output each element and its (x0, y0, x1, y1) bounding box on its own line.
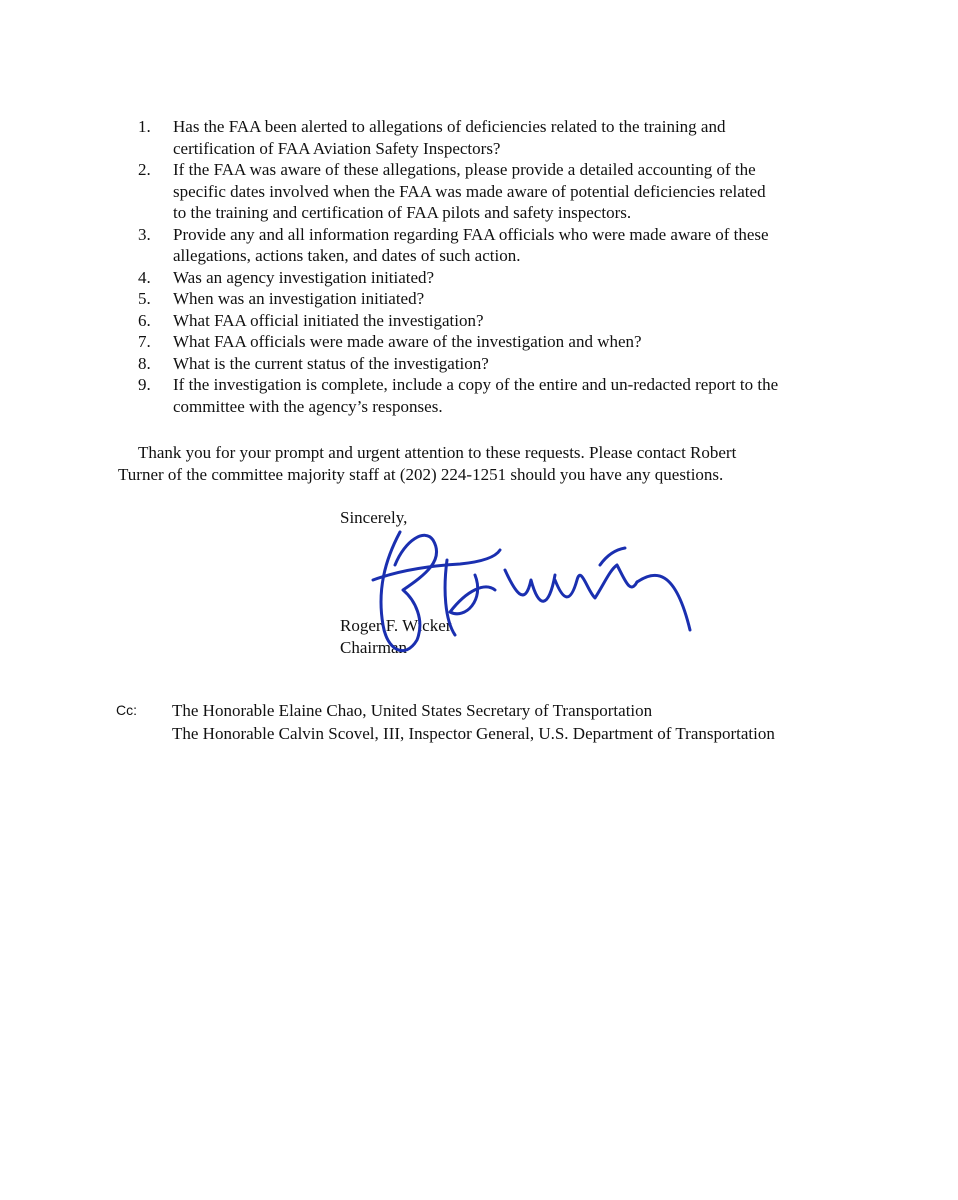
question-item (118, 288, 858, 310)
salutation: Sincerely, (340, 508, 408, 527)
question-text: Provide any and all information regarding FAA officials who were made aware of these allegations, actions taken, and dates of such action. (173, 224, 769, 265)
question-text: What is the current status of the investigation? (173, 353, 489, 373)
handwritten-signature (355, 520, 705, 670)
question-number: 3. (138, 224, 151, 244)
question-item (118, 374, 858, 417)
question-number: 6. (138, 310, 151, 330)
question-text: Has the FAA been alerted to allegations of deficiencies related to the training and certification of FAA Aviation Safety Inspectors? (173, 117, 726, 158)
question-number: 4. (138, 267, 151, 287)
cc-label: Cc: (116, 702, 137, 718)
question-item (118, 267, 858, 289)
question-number: 2. (138, 160, 151, 179)
question-item (118, 310, 858, 332)
question-number: 9. (138, 375, 151, 394)
cc-recipient: The Honorable Calvin Scovel, III, Inspector General, U.S. Department of Transportation (172, 724, 775, 743)
question-text: If the investigation is complete, include a copy of the entire and un-redacted report to the committee with the agency’s responses. (173, 375, 779, 416)
question-item (118, 116, 858, 159)
question-number: 5. (138, 289, 151, 308)
question-number: 1. (138, 117, 151, 136)
closing-paragraph: Thank you for your prompt and urgent attention to these requests. Please contact Robert Turner of the committee majority staff at (202) 224-1251 should you have any questions. (118, 443, 737, 484)
question-item (118, 159, 858, 224)
question-number: 7. (138, 332, 151, 351)
question-text: When was an investigation initiated? (173, 289, 425, 308)
question-number: 8. (138, 353, 151, 373)
cc-recipient: The Honorable Elaine Chao, United States Secretary of Transportation (172, 701, 653, 720)
question-text: Was an agency investigation initiated? (173, 267, 435, 287)
question-text: What FAA officials were made aware of the investigation and when? (173, 332, 642, 351)
question-list (118, 116, 858, 417)
signer-name: Roger F. Wicker (340, 616, 452, 635)
cc-recipient-list (172, 699, 775, 745)
signer-title: Chairman (340, 638, 408, 657)
question-item (118, 331, 858, 353)
question-item (118, 224, 858, 267)
question-text: What FAA official initiated the investigation? (173, 310, 484, 330)
question-text: If the FAA was aware of these allegations, please provide a detailed accounting of the specific dates involved when the FAA was made aware of potential deficiencies related to the training and certification of FAA pilots and safety inspectors. (173, 160, 766, 222)
question-item (118, 353, 858, 375)
